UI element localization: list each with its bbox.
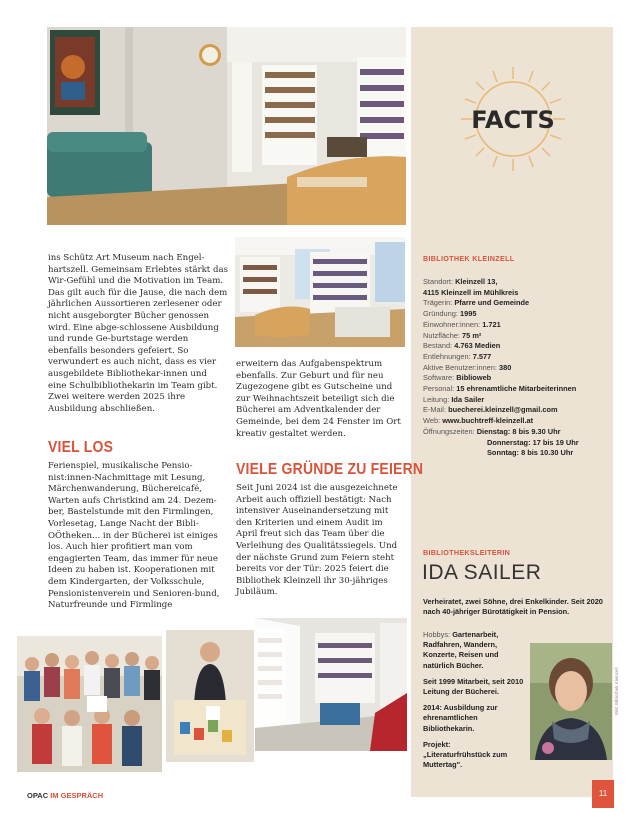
facts-row: Standort: Kleinzell 13,: [423, 277, 498, 286]
col2-intro-text: erweitern das Aufgabenspektrum ebenfalls. Zur Geburt und für neu Zugezogene gibt es Gutscheine und zur Weihnachtszeit beteiligt sich die Bücherei am Adventkalender der Gemeinde, bei dem 24 Fenster im Ort kreativ gestaltet werden.: [236, 359, 401, 439]
library-counter-photo: [235, 237, 405, 347]
article-col1-section: [48, 461, 228, 612]
heading-viele-gruende: VIELE GRÜNDE ZU FEIERN: [236, 459, 424, 478]
facts-row: Nutzfläche: 75 m²: [423, 330, 482, 340]
leader-lead-text: Verheiratet, zwei Söhne, drei Enkelkinder. Seit 2020 nach 40-jähriger Bürotätigkeit in Pension.: [423, 597, 603, 617]
reading-corner-photo: [255, 618, 407, 751]
col2-section-text: Seit Juni 2024 ist die ausgezeichnete Arbeit auch offiziell bestätigt: Nach intensiver Auseinandersetzung mit den Kriterien und einem Audit im April freut sich das Team über die Verleihung des Qualitätssiegels. Und der nächste Grund zum Feiern steht bereits vor der Tür: 2025 feiert die Bibliothek Kleinzell ihr 30-jähriges Jubiläum.: [236, 483, 398, 598]
facts-badge-label: FACTS: [471, 106, 555, 134]
leader-section-title: BIBLIOTHEKSLEITERIN: [423, 548, 511, 557]
photo-credit: Bild: Bibliothek Kleinzell: [614, 667, 619, 715]
col1-section-text: Ferienspiel, musikalische Pensio-nist:innen-Nachmittage mit Lesung, Märchenwanderung, Büchereicafé, Warten aufs Christkind am 24. Dezem-ber, Bastelstunde mit den Firmlingen, Vorlesetag, Lange Nacht der Bibli-OÖtheken... in der Bücherei ist einiges los. Auch hier profitiert man vom engagierten Team, das immer für neue Ideen zu haben ist. Kooperationen mit dem Kindergarten, der Volksschule, Pensionistenverein und Senioren-bund, Naturfreunde und Firmlinge: [48, 461, 220, 611]
leader-since: Seit 1999 Mitarbeit, seit 2010 Leitung der Bücherei.: [423, 676, 524, 697]
facts-list: [423, 277, 608, 459]
facts-row: Entlehnungen: 7.577: [423, 351, 492, 361]
facts-row: Leitung: Ida Sailer: [423, 394, 485, 404]
page-number: 11: [592, 780, 614, 808]
col1-intro-text: ins Schütz Art Museum nach Engel-hartszell. Gemeinsam Erlebtes stärkt das Wir-Gefühl und die Motivation im Team. Das gilt auch für die Jause, die nach dem jährlichen Aussortieren zerlesener oder nicht ausgeborgter Bücher genossen wird. Eine abge-schlossene Ausbildung und runde Ge-burtstage werden ebenfalls besonders gefeiert. So verwundert es auch nicht, dass es vier ausgebildete Bibliothekar-innen und eine Schulbibliothekarin im Team gibt. Zwei weitere werden 2025 ihre Ausbildung abschließen.: [48, 253, 229, 414]
hobbies-label: Hobbys:: [423, 630, 451, 639]
leader-name: IDA SAILER: [422, 561, 542, 584]
presentation-photo: [166, 630, 254, 762]
facts-row: Gründung: 1995: [423, 309, 477, 319]
article-col2-section: [236, 483, 406, 599]
leader-bio-lead: [423, 597, 615, 617]
facts-badge: [459, 65, 567, 173]
facts-row: Software: Biblioweb: [423, 373, 492, 383]
footer-section: IM GESPRÄCH: [50, 791, 104, 800]
facts-row-hours: Öffnungszeiten: Dienstag: 8 bis 9.30 Uhr: [423, 426, 561, 436]
library-interior-photo: [47, 27, 406, 225]
facts-section-title: BIBLIOTHEK KLEINZELL: [423, 254, 515, 263]
facts-row: 4115 Kleinzell im Mühlkreis: [423, 287, 519, 297]
facts-row: Bestand: 4.763 Medien: [423, 341, 501, 351]
facts-row-email[interactable]: E-Mail: buecherei.kleinzell@gmail.com: [423, 405, 558, 415]
hobbies-text: Gartenarbeit, Radfahren, Wandern, Konzerte, Reisen und natürlich Bücher.: [423, 630, 499, 670]
footer-brand: [27, 791, 103, 800]
facts-hours-line: Donnerstag: 17 bis 19 Uhr: [487, 437, 579, 447]
leader-bio-details: [423, 630, 528, 776]
facts-row: Einwohner:innen: 1.721: [423, 319, 501, 329]
footer-brand-name: OPAC: [27, 791, 49, 800]
team-group-photo: [17, 636, 162, 772]
project-label: Projekt:: [423, 739, 451, 749]
article-col1-intro: [48, 253, 228, 415]
facts-row: Personal: 15 ehrenamtliche Mitarbeiterinnen: [423, 384, 577, 394]
article-col2-intro: [236, 359, 406, 440]
heading-viel-los: VIEL LOS: [48, 437, 114, 456]
leader-training: 2014: Ausbildung zur ehrenamtlichen Bibliothekarin.: [423, 703, 498, 733]
leader-portrait-photo: [530, 643, 612, 760]
facts-row: Trägerin: Pfarre und Gemeinde: [423, 298, 530, 308]
project-text: „Literaturfrühstück zum Muttertag".: [423, 750, 508, 770]
facts-row: Aktive Benutzer:innen: 380: [423, 362, 512, 372]
facts-hours-line: Sonntag: 8 bis 10.30 Uhr: [487, 448, 574, 458]
facts-row-web[interactable]: Web: www.buchtreff-kleinzell.at: [423, 416, 534, 426]
